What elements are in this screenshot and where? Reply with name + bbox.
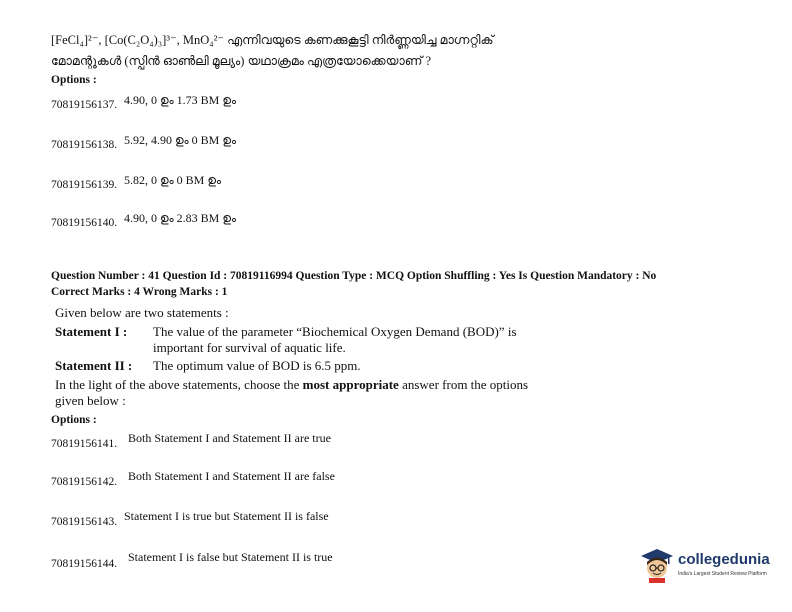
logo-name: collegedunia xyxy=(678,551,770,568)
prev-option-id: 70819156138. xyxy=(51,139,118,151)
question-meta: Question Number : 41 Question Id : 70819116994 Question Type : MCQ Option Shuffling : Yes Is Question Mandatory : No xyxy=(51,270,657,282)
statement-1-line2: important for survival of aquatic life. xyxy=(153,340,346,355)
collegedunia-logo xyxy=(640,547,770,583)
graduate-mascot-icon xyxy=(640,547,674,583)
statement-1-line1: The value of the parameter “Biochemical Oxygen Demand (BOD)” is xyxy=(153,324,517,339)
statement-2-label: Statement II : xyxy=(55,358,133,373)
option-id: 70819156142. xyxy=(51,476,118,488)
prompt-pre: In the light of the above statements, choose the xyxy=(55,377,303,392)
prev-options-label: Options : xyxy=(51,74,97,86)
option-text[interactable]: Both Statement I and Statement II are false xyxy=(128,469,335,483)
option-text[interactable]: Statement I is false but Statement II is true xyxy=(128,550,333,564)
prev-option-text[interactable]: 5.92, 4.90 ഉം 0 BM ഉം xyxy=(124,133,237,147)
option-text[interactable]: Statement I is true but Statement II is false xyxy=(124,509,329,523)
option-id: 70819156143. xyxy=(51,516,118,528)
question-marks: Correct Marks : 4 Wrong Marks : 1 xyxy=(51,286,228,298)
prev-option-text[interactable]: 5.82, 0 ഉം 0 BM ഉം xyxy=(124,173,222,187)
prev-question-line2: മോമന്റുകൾ (സ്പിൻ ഓൺലി മൂല്യം) യഥാക്രമം എത്രയോക്കെയാണ് ? xyxy=(51,54,432,68)
question-prompt-line2: given below : xyxy=(55,393,126,408)
prev-option-text[interactable]: 4.90, 0 ഉം 2.83 BM ഉം xyxy=(124,211,237,225)
question-intro: Given below are two statements : xyxy=(55,305,229,320)
prev-option-text[interactable]: 4.90, 0 ഉം 1.73 BM ഉം xyxy=(124,93,237,107)
statement-2-text: The optimum value of BOD is 6.5 ppm. xyxy=(153,358,361,373)
options-label: Options : xyxy=(51,414,97,426)
statement-1-label: Statement I : xyxy=(55,324,128,339)
option-text[interactable]: Both Statement I and Statement II are true xyxy=(128,431,331,445)
question-prompt xyxy=(55,377,528,393)
option-id: 70819156144. xyxy=(51,558,118,570)
prev-question-line1: [FeCl₄]²⁻, [Co(C₂O₄)₃]³⁻, MnO₄²⁻ എന്നിവയുടെ കണക്കുകൂട്ടി നിർണ്ണയിച്ച മാഗ്നറ്റിക് xyxy=(51,33,494,47)
prompt-bold: most appropriate xyxy=(302,377,399,392)
logo-tagline: India's Largest Student Review Platform xyxy=(678,571,767,577)
prev-option-id: 70819156139. xyxy=(51,179,118,191)
prev-option-id: 70819156137. xyxy=(51,99,118,111)
option-id: 70819156141. xyxy=(51,438,118,450)
prev-option-id: 70819156140. xyxy=(51,217,118,229)
prompt-post: answer from the options xyxy=(398,377,529,392)
